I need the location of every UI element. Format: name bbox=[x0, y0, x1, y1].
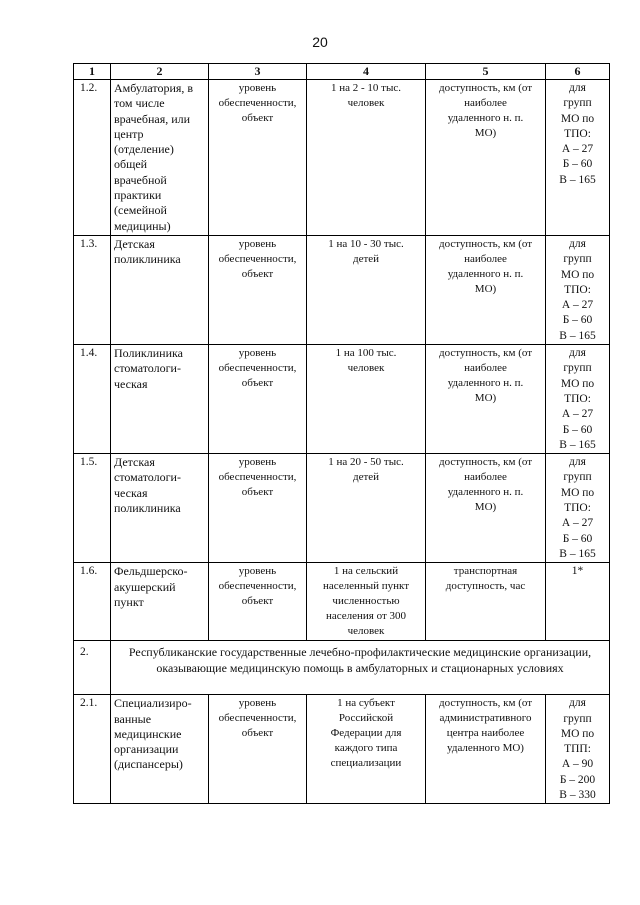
facility-name: Специализиро- ванные медицинские организации (диспансеры) bbox=[114, 696, 192, 772]
standards-table bbox=[73, 63, 610, 804]
value-cell: для групп МО по ТПП: А – 90 Б – 200 В – 330 bbox=[559, 697, 596, 802]
column-header: 3 bbox=[209, 64, 307, 80]
value-cell: для групп МО по ТПО: А – 27 Б – 60 В – 165 bbox=[559, 82, 596, 186]
access-cell: доступность, км (от административного центра наиболее удаленного МО) bbox=[438, 697, 533, 755]
access-cell: доступность, км (от наиболее удаленного н. п. МО) bbox=[438, 456, 533, 514]
table-row bbox=[74, 80, 610, 236]
norm-cell: 1 на сельский населенный пункт численностью населения от 300 человек bbox=[322, 565, 410, 638]
row-number: 1.6. bbox=[74, 563, 111, 641]
facility-name: Амбулатория, в том числе врачебная, или центр (отделение) общей врачебной практики (семейной медицины) bbox=[114, 81, 194, 233]
page-number: 20 bbox=[312, 34, 328, 50]
facility-name: Детская поликлиника bbox=[114, 237, 181, 267]
column-header: 1 bbox=[74, 64, 111, 80]
row-number: 1.2. bbox=[74, 80, 111, 236]
norm-cell: 1 на 10 - 30 тыс. детей bbox=[328, 238, 404, 265]
facility-name: Поликлиника стоматологи- ческая bbox=[114, 346, 183, 391]
indicator-cell: уровень обеспеченности, объект bbox=[218, 238, 297, 280]
norm-cell: 1 на 20 - 50 тыс. детей bbox=[328, 456, 404, 484]
section-title: Республиканские государственные лечебно-профилактические медицинские организации, оказывающие медицинскую помощь в амбулаторных и стационарных условиях bbox=[111, 641, 610, 695]
norm-cell: 1 на 2 - 10 тыс. человек bbox=[330, 82, 401, 109]
facility-name: Детская стоматологи- ческая поликлиника bbox=[114, 455, 181, 516]
section-row bbox=[74, 641, 610, 695]
row-number: 1.5. bbox=[74, 454, 111, 563]
column-header: 6 bbox=[546, 64, 610, 80]
indicator-cell: уровень обеспеченности, объект bbox=[218, 565, 297, 608]
norm-cell: 1 на субъект Российской Федерации для каждого типа специализации bbox=[330, 697, 402, 770]
table-row bbox=[74, 454, 610, 563]
access-cell: доступность, км (от наиболее удаленного н. п. МО) bbox=[438, 238, 533, 295]
facility-name: Фельдшерско- акушерский пункт bbox=[114, 564, 188, 609]
indicator-cell: уровень обеспеченности, объект bbox=[218, 347, 297, 390]
row-number: 1.3. bbox=[74, 236, 111, 345]
column-header: 5 bbox=[426, 64, 546, 80]
access-cell: транспортная доступность, час bbox=[445, 565, 526, 593]
value-cell: для групп МО по ТПО: А – 27 Б – 60 В – 165 bbox=[559, 456, 596, 560]
norm-cell: 1 на 100 тыс. человек bbox=[335, 347, 397, 375]
table-header-row bbox=[74, 64, 610, 80]
table-row bbox=[74, 345, 610, 454]
row-number: 1.4. bbox=[74, 345, 111, 454]
table-row bbox=[74, 236, 610, 345]
indicator-cell: уровень обеспеченности, объект bbox=[218, 82, 297, 124]
row-number: 2.1. bbox=[74, 695, 111, 804]
access-cell: доступность, км (от наиболее удаленного н. п. МО) bbox=[438, 82, 533, 139]
section-number: 2. bbox=[74, 641, 111, 695]
value-cell: для групп МО по ТПО: А – 27 Б – 60 В – 165 bbox=[559, 347, 596, 451]
access-cell: доступность, км (от наиболее удаленного н. п. МО) bbox=[438, 347, 533, 405]
table-row bbox=[74, 563, 610, 641]
value-cell: 1* bbox=[571, 565, 584, 578]
indicator-cell: уровень обеспеченности, объект bbox=[218, 697, 297, 740]
indicator-cell: уровень обеспеченности, объект bbox=[218, 456, 297, 499]
value-cell: для групп МО по ТПО: А – 27 Б – 60 В – 165 bbox=[559, 238, 596, 342]
column-header: 2 bbox=[111, 64, 209, 80]
column-header: 4 bbox=[307, 64, 426, 80]
table-row bbox=[74, 695, 610, 804]
